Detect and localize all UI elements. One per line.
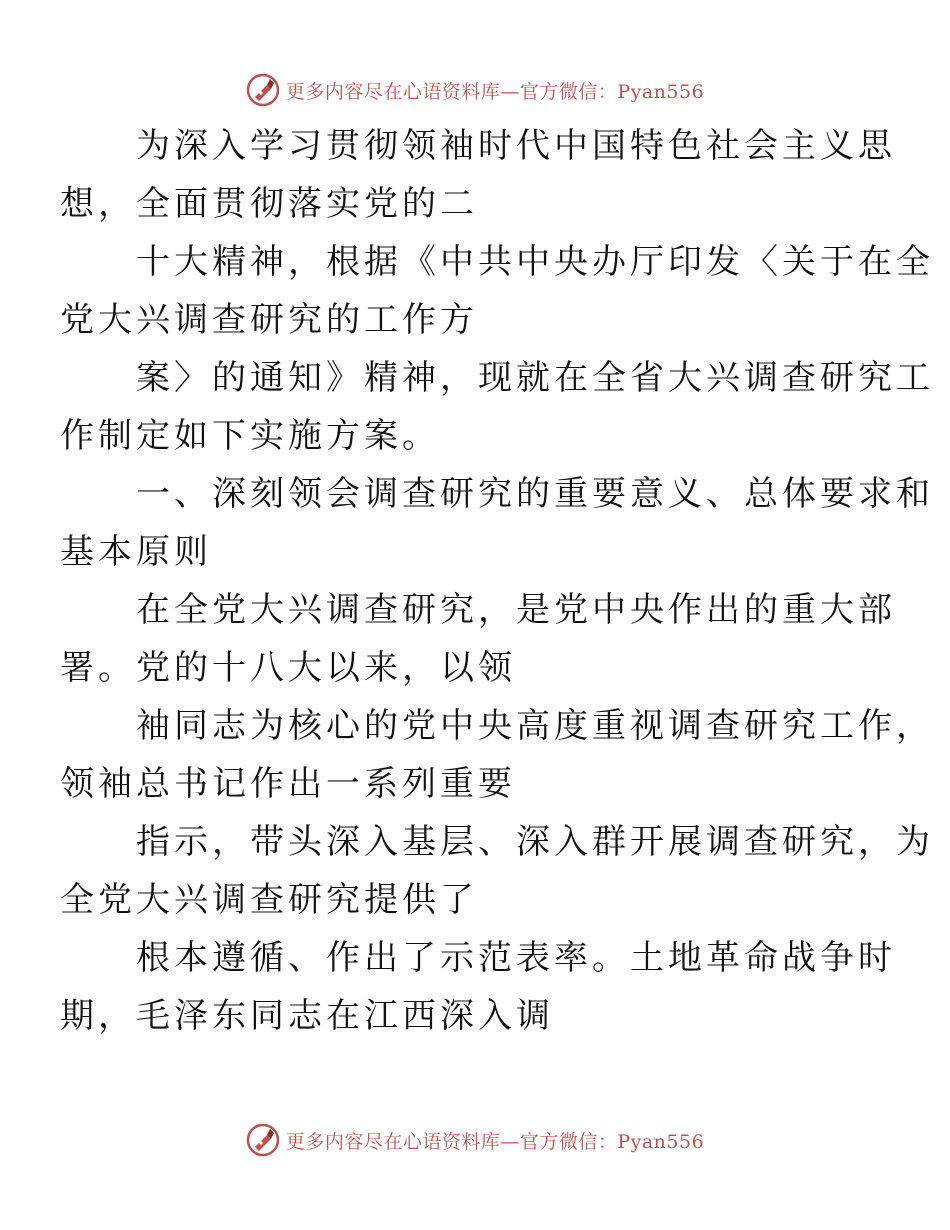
pen-nib-logo-icon <box>246 1123 280 1157</box>
paragraph-line: 党大兴调查研究的工作方 <box>60 300 478 340</box>
paragraph-line: 想，全面贯彻落实党的二 <box>60 184 478 224</box>
paragraph-line: 基本原则 <box>60 532 212 572</box>
paragraph-line: 领袖总书记作出一系列重要 <box>60 764 516 804</box>
paragraph-line: 期，毛泽东同志在江西深入调 <box>60 996 554 1036</box>
section-heading <box>60 465 934 581</box>
paragraph-line: 十大精神，根据《中共中央办厅印发〈关于在全 <box>136 242 934 282</box>
header-banner-text: 更多内容尽在心语资料库—官方微信：Pyan556 <box>285 80 705 103</box>
pen-nib-logo-icon <box>246 73 280 107</box>
paragraph <box>60 929 896 1045</box>
paragraph-line: 为深入学习贯彻领袖时代中国特色社会主义思 <box>136 126 896 166</box>
footer-banner-text: 更多内容尽在心语资料库—官方微信：Pyan556 <box>285 1130 705 1153</box>
paragraph <box>60 233 934 349</box>
paragraph-line: 在全党大兴调查研究，是党中央作出的重大部 <box>136 590 896 630</box>
paragraph-line: 全党大兴调查研究提供了 <box>60 880 478 920</box>
paragraph <box>60 349 934 465</box>
paragraph <box>60 697 934 813</box>
paragraph <box>60 117 896 233</box>
paragraph-line: 一、深刻领会调查研究的重要意义、总体要求和 <box>136 474 934 514</box>
document-body <box>60 117 934 1045</box>
paragraph-line: 作制定如下实施方案。 <box>60 416 440 456</box>
paragraph-line: 指示，带头深入基层、深入群开展调查研究，为 <box>136 822 934 862</box>
paragraph-line: 根本遵循、作出了示范表率。土地革命战争时 <box>136 938 896 978</box>
footer-banner <box>0 1122 950 1158</box>
paragraph-line: 袖同志为核心的党中央高度重视调查研究工作， <box>136 706 934 746</box>
paragraph-line: 署。党的十八大以来，以领 <box>60 648 516 688</box>
header-banner <box>0 72 950 108</box>
paragraph-line: 案〉的通知》精神，现就在全省大兴调查研究工 <box>136 358 934 398</box>
paragraph <box>60 581 896 697</box>
paragraph <box>60 813 934 929</box>
